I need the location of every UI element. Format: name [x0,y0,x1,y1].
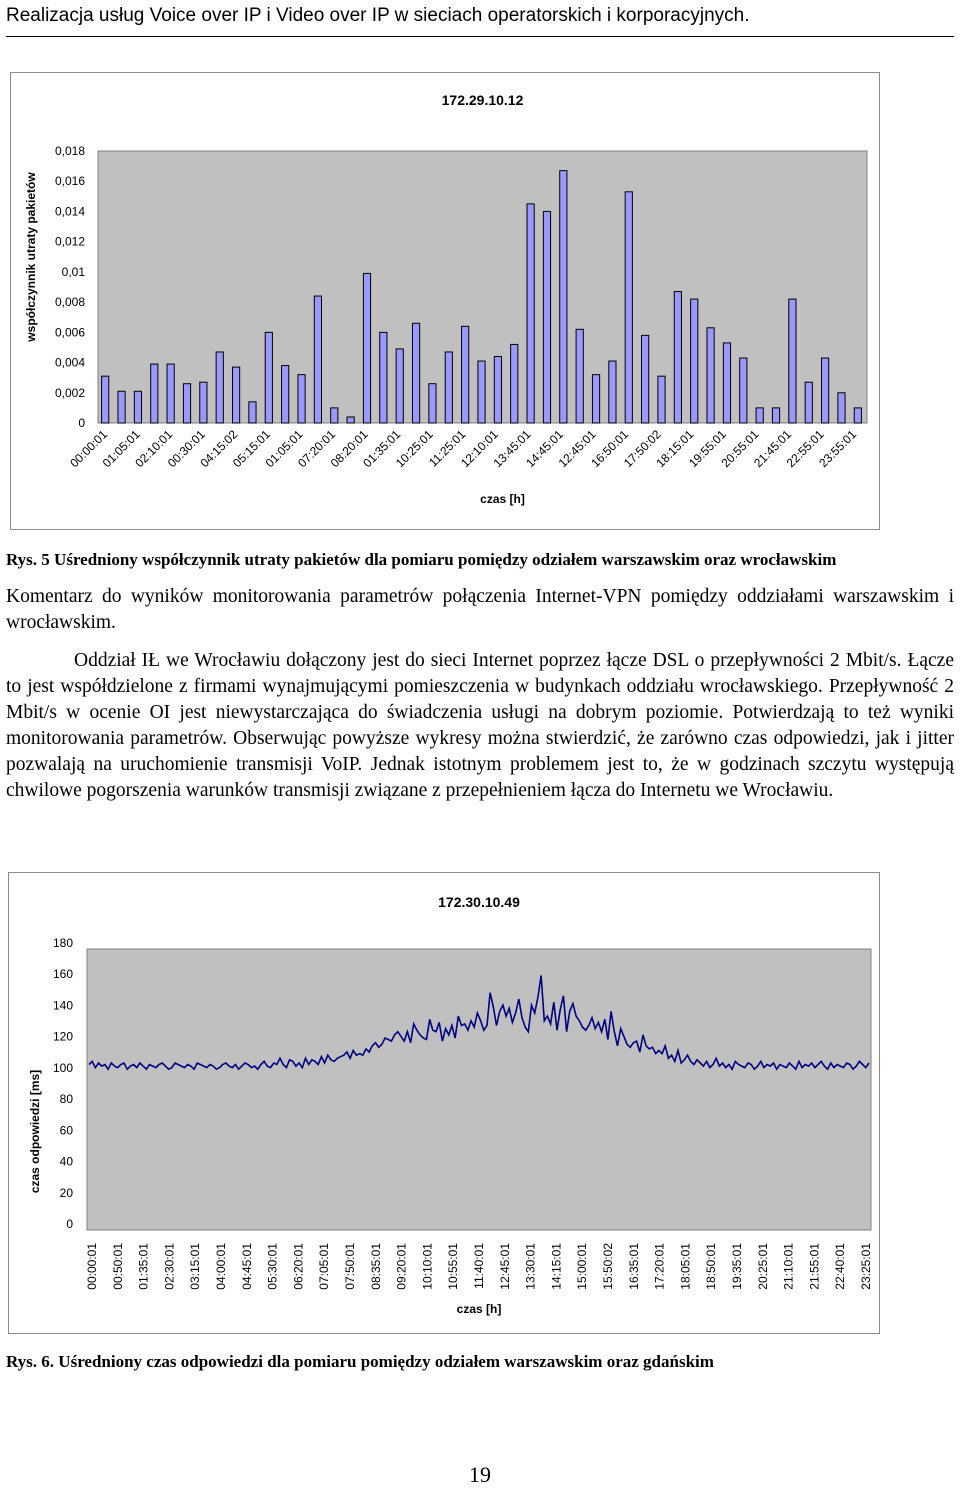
x-tick-label: 01:05:01 [99,427,143,471]
bar [412,323,419,423]
bar [265,332,272,423]
bar [347,417,354,423]
y-tick-label: 180 [52,936,73,950]
figure5-caption-label: Rys. 5 [6,550,50,569]
bar [805,382,812,423]
bar [429,384,436,423]
packet-loss-bar-chart [11,73,879,529]
bar [854,408,861,423]
bar [216,352,223,423]
x-tick-label: 00:00:01 [85,1243,99,1290]
x-tick-label: 01:05:01 [262,427,306,471]
bar [118,391,125,423]
y-tick-label: 0,016 [54,174,85,189]
x-tick-label: 14:45:01 [523,427,567,471]
bar [249,402,256,423]
x-tick-label: 11:25:01 [426,427,469,470]
bar [609,361,616,423]
x-tick-label: 02:10:01 [132,427,176,471]
paragraph-body: Oddział IŁ we Wrocławiu dołączony jest do sieci Internet poprzez łącze DSL o przepływności 2 Mbit/s. Łącze to jest współdzielone z firmami wynajmującymi pomieszczenia w budynkach oddziału wrocławskiego. Przepływność 2 Mbit/s w ocenie OI jest niewystarczająca do świadczenia usługi na dobrym poziomie. Potwierdzają to też wyniki monitorowania parametrów. Obserwując powyższe wykresy można stwierdzić, że zarówno czas odpowiedzi, jak i jitter pozwalają na uruchomienie transmisji VoIP. Jednak istotnym problemem jest to, że w godzinach szczytu występują chwilowe pogorszenia warunków transmisji związane z przepełnieniem łącza do Internetu we Wrocławiu. [6,650,954,801]
x-tick-label: 17:20:01 [652,1243,667,1290]
bar [298,375,305,423]
x-tick-label: 07:50:01 [343,1243,357,1290]
bar [707,328,714,423]
x-tick-label: 12:45:01 [555,427,599,471]
bar [494,357,501,423]
x-tick-label: 05:15:01 [230,427,273,471]
bar [772,408,779,423]
bar [642,335,649,423]
bar [331,408,338,423]
x-tick-label: 07:20:01 [295,427,339,471]
x-tick-label: 13:30:01 [523,1243,538,1290]
y-tick-label: 80 [59,1092,73,1107]
bar [167,364,174,423]
bar [282,366,289,423]
x-tick-label: 20:25:01 [755,1243,770,1290]
bar [543,211,550,423]
y-axis-label: czas odpowiedzi [ms] [28,1069,42,1194]
bar [838,393,845,423]
bar [478,361,485,423]
bar [445,352,452,423]
x-axis-label: czas [h] [456,1302,502,1316]
x-tick-label: 21:10:01 [781,1243,796,1290]
header-title: Realizacja usług Voice over IP i Video over IP w sieciach operatorskich i korporacyjnych. [6,5,750,26]
bar [102,376,109,423]
bar [756,408,763,423]
bar [789,299,796,423]
y-axis-label: współczynnik utraty pakietów [24,172,38,342]
bar [822,358,829,423]
figure6-caption-label: Rys. 6. [6,1352,55,1371]
y-tick-label: 120 [52,1029,73,1044]
x-tick-label: 01:35:01 [360,427,404,471]
bar [723,343,730,423]
bar [396,349,403,423]
page-number: 19 [469,1462,491,1487]
x-tick-label: 16:50:01 [588,427,632,471]
x-tick-label: 06:20:01 [291,1243,306,1290]
y-tick-label: 40 [59,1154,73,1169]
x-tick-label: 20:55:01 [718,427,762,471]
x-tick-label: 23:55:01 [816,427,860,471]
x-tick-label: 16:35:01 [626,1243,641,1290]
y-tick-label: 0,018 [54,144,85,158]
y-tick-label: 0,004 [54,355,85,370]
x-tick-label: 00:00:01 [67,427,111,471]
x-tick-label: 00:30:01 [164,427,208,471]
bar [592,375,599,423]
x-tick-label: 21:55:01 [807,1243,822,1290]
x-tick-label: 22:55:01 [783,427,827,471]
x-tick-label: 10:10:01 [420,1243,435,1290]
x-tick-label: 21:45:01 [751,427,794,471]
x-tick-label: 05:30:01 [265,1243,280,1290]
bar [674,292,681,423]
bar [183,384,190,423]
x-tick-label: 12:45:01 [497,1243,512,1290]
y-tick-label: 0,012 [54,234,85,249]
x-tick-label: 22:40:01 [833,1243,848,1290]
x-tick-label: 18:50:01 [704,1243,719,1290]
bar [740,358,747,423]
x-tick-label: 02:30:01 [162,1243,177,1290]
y-tick-label: 0 [66,1217,73,1231]
x-tick-label: 10:55:01 [446,1243,461,1290]
chart-packet-loss [10,72,880,530]
y-tick-label: 160 [52,967,73,982]
y-tick-label: 0,002 [54,385,85,400]
x-tick-label: 13:45:01 [490,427,534,471]
bar [527,204,534,423]
x-tick-label: 04:00:01 [214,1243,228,1290]
x-tick-label: 01:35:01 [136,1243,151,1290]
x-tick-label: 14:15:01 [549,1243,564,1290]
x-tick-label: 19:55:01 [685,427,729,471]
bar [151,364,158,423]
x-tick-label: 07:05:01 [317,1243,332,1290]
y-tick-label: 0,008 [54,295,85,310]
x-tick-label: 08:20:01 [327,427,371,471]
x-tick-label: 15:50:02 [601,1243,615,1290]
bar [462,326,469,423]
x-tick-label: 23:25:01 [859,1243,873,1290]
page-header [6,2,954,37]
chart-title: 172.29.10.12 [441,92,524,108]
bar [560,171,567,423]
x-tick-label: 03:15:01 [188,1243,203,1290]
bar [658,376,665,423]
x-tick-label: 18:15:01 [653,427,697,471]
x-tick-label: 08:35:01 [368,1243,383,1290]
bar [134,391,141,423]
chart-title: 172.30.10.49 [438,894,520,910]
x-tick-label: 00:50:01 [110,1243,125,1290]
x-tick-label: 19:35:01 [730,1243,744,1290]
chart-response-time [8,872,880,1334]
x-tick-label: 10:25:01 [392,427,436,471]
y-tick-label: 0 [78,416,85,430]
figure5-caption [6,550,836,570]
bar [363,273,370,423]
plot-area [87,949,871,1230]
figure5-caption-text: Uśredniony współczynnik utraty pakietów dla pomiaru pomiędzy odziałem warszawskim oraz wrocławskim [49,550,837,569]
y-tick-label: 100 [52,1060,73,1075]
y-tick-label: 60 [59,1123,73,1138]
x-tick-label: 04:15:02 [197,427,241,471]
x-tick-label: 11:40:01 [472,1243,486,1289]
x-tick-label: 17:50:02 [620,427,664,471]
x-axis-label: czas [h] [480,492,525,506]
figure6-caption [6,1352,714,1372]
bar [232,367,239,423]
y-tick-label: 0,014 [54,204,85,219]
bar [511,344,518,423]
figure6-caption-text: Uśredniony czas odpowiedzi dla pomiaru pomiędzy odziałem warszawskim oraz gdańskim [54,1352,714,1371]
x-tick-label: 04:45:01 [239,1243,254,1290]
x-tick-label: 15:00:01 [575,1243,590,1290]
bar [576,329,583,423]
response-time-line-chart [9,873,879,1333]
x-tick-label: 18:05:01 [678,1243,693,1290]
x-tick-label: 09:20:01 [394,1243,409,1290]
y-tick-label: 0,006 [54,325,85,340]
y-tick-label: 140 [52,998,73,1013]
bar [314,296,321,423]
bar [200,382,207,423]
bar [625,192,632,423]
y-tick-label: 20 [59,1185,73,1200]
x-tick-label: 12:10:01 [457,427,501,471]
y-tick-label: 0,01 [61,264,85,279]
bar [691,299,698,423]
paragraph-intro: Komentarz do wyników monitorowania parametrów połączenia Internet-VPN pomiędzy oddziałami warszawskim i wrocławskim. [6,586,954,633]
bar [380,332,387,423]
